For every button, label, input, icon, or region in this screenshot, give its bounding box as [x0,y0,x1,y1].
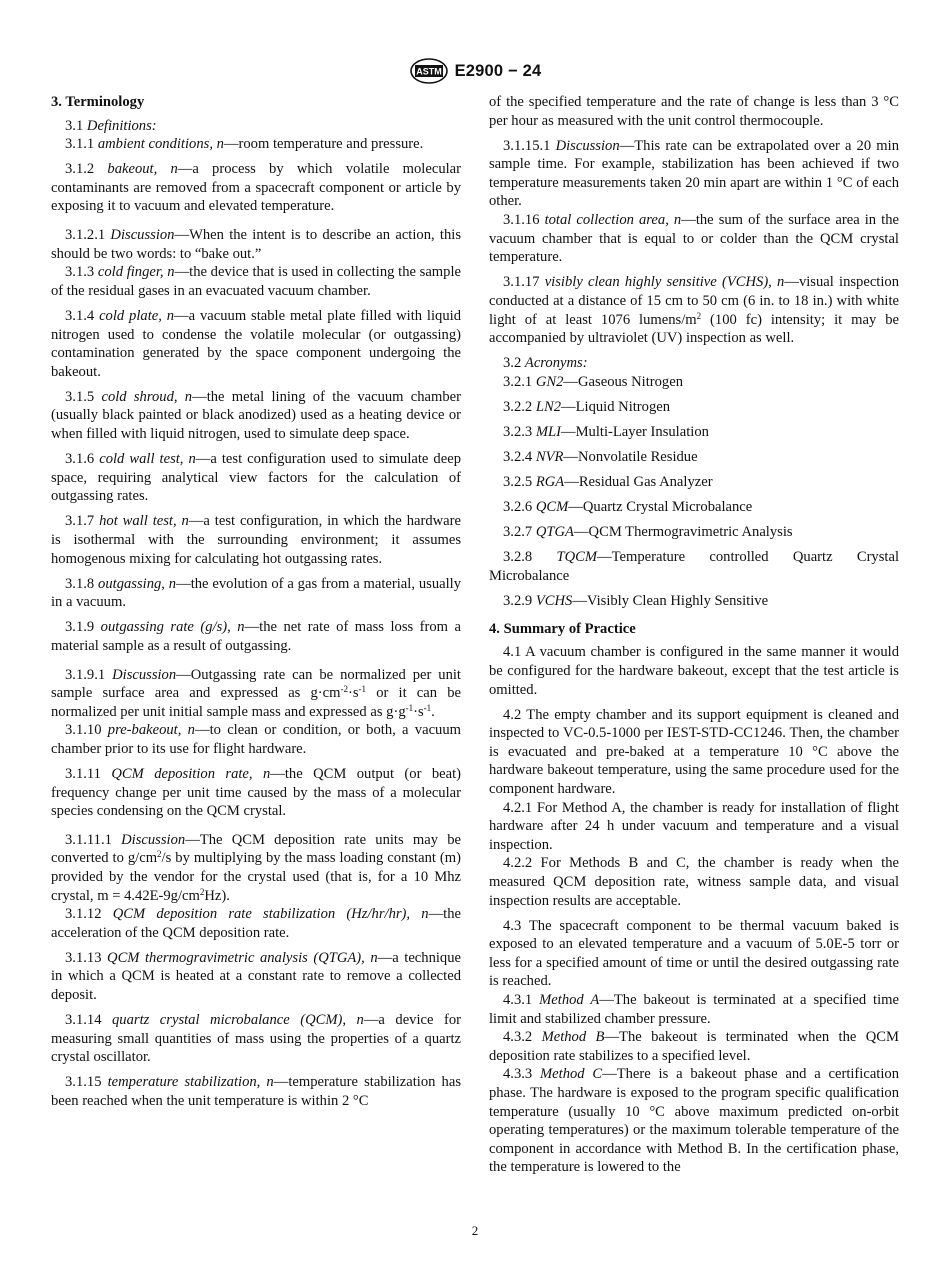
section-4-title: 4. Summary of Practice [489,620,636,637]
section-3-title: 3. Terminology [51,94,145,110]
page-number: 2 [471,1223,479,1238]
para-3-1-2-1: 3.1.2.1 Discussion—When the intent is to describe an action, this should be two words: to “bake out.” [51,227,462,262]
left-column [51,93,461,1111]
para-3-1-15: 3.1.15 temperature stabilization, n—temperature stabilization has been reached when the unit temperature is within 2 °C [51,1074,461,1109]
right-column [489,93,899,1177]
astm-logo-icon [409,56,449,86]
para-3-1-4: 3.1.4 cold plate, n—a vacuum stable metal plate filled with liquid nitrogen used to condense the volatile molecular (or outgassing) contamination generated by the space component undergoing the bakeout. [51,307,461,380]
para-4-1: 4.1 A vacuum chamber is configured in the same manner it would be configured for the hardware bakeout, except that the test article is omitted. [489,644,900,698]
para-3-1-15-1: 3.1.15.1 Discussion—This rate can be extrapolated over a 20 min sample time. For example, stabilization has been achieved if two temperature measurements taken 20 min apart are within 1 °C of each other. [489,137,899,210]
para-3-1-1: 3.1.1 ambient conditions, n—room temperature and pressure. [65,136,424,153]
acronym-item: 3.2.9 VCHS—Visibly Clean Highly Sensitive [503,593,769,610]
para-3-1-7: 3.1.7 hot wall test, n—a test configuration, in which the hardware is isothermal with the surrounding environment; it assumes homogenous mixing for calculating hot outgassing rates. [51,513,461,567]
page-header [0,56,950,86]
para-3-1-8: 3.1.8 outgassing, n—the evolution of a gas from a material, usually in a vacuum. [51,575,461,611]
acronym-item: 3.2.2 LN2—Liquid Nitrogen [503,398,671,415]
acronym-item: 3.2.5 RGA—Residual Gas Analyzer [503,474,713,491]
para-4-2-1: 4.2.1 For Method A, the chamber is ready for installation of flight hardware after 24 h under vacuum and temperature and a visual inspection. [489,799,899,853]
para-4-2: 4.2 The empty chamber and its support equipment is cleaned and inspected to VC-0.5-1000 per IEST-STD-CC1246. Then, the chamber is evacuated and pre-baked at a temperature 10 °C above the hardware bakeout temperature, using the same procedure used for the component hardware. [489,706,899,797]
para-4-3: 4.3 The spacecraft component to be thermal vacuum baked is exposed to an elevated temperature and a vacuum of 5.0E-5 torr or less for a specified amount of time or until the desired outgassing rate is reached. [489,917,899,990]
acronym-item: 3.2.8 TQCM—Temperature controlled Quartz Crystal Microbalance [489,549,899,585]
para-4-3-2: 4.3.2 Method B—The bakeout is terminated when the QCM deposition rate stabilizes to a specified level. [489,1029,899,1064]
acronym-item: 3.2.7 QTGA—QCM Thermogravimetric Analysis [503,524,793,541]
para-3-1-9-1: 3.1.9.1 Discussion—Outgassing rate can be normalized per unit sample surface area and expressed as $g\cdot cm^{-2}\cdot s^{-1}$ or it can be normalized per unit initial sample mass and expressed as $g\cdot g^{-1}\cdot s^{-1}$. [51,666,461,720]
para-3-1-12: 3.1.12 QCM deposition rate stabilization (Hz/hr/hr), n—the acceleration of the QCM deposition rate. [51,906,461,941]
para-3-1-3: 3.1.3 cold finger, n—the device that is used in collecting the sample of the residual gases in an evacuated vacuum chamber. [51,264,461,299]
para-3-1-5: 3.1.5 cold shroud, n—the metal lining of the vacuum chamber (usually black painted or black anodized) used as a heating device or when filled with liquid nitrogen, used to simulate deep space. [51,388,462,442]
para-3-1-2: 3.1.2 bakeout, n—a process by which volatile molecular contaminants are removed from a spacecraft component or article by exposing it to vacuum and elevated temperature. [51,161,462,215]
para-3-2: 3.2 Acronyms: [503,355,588,372]
para-4-2-2: 4.2.2 For Methods B and C, the chamber is ready when the measured QCM deposition rate, witness sample data, and visual inspection results are acceptable. [489,855,900,909]
acronym-item: 3.2.1 GN2—Gaseous Nitrogen [503,373,683,390]
para-3-1-9: 3.1.9 outgassing rate (g/s), n—the net rate of mass loss from a material sample as a result of outgassing. [51,619,461,654]
para-3-1-15-continued: of the specified temperature and the rate of change is less than 3 °C per hour as measured with the unit control thermocouple. [489,94,899,129]
para-3-1-13: 3.1.13 QCM thermogravimetric analysis (QTGA), n—a technique in which a QCM is heated at a constant rate to remove a collected deposit. [51,949,461,1004]
acronym-list [489,373,899,611]
para-3-1-6: 3.1.6 cold wall test, n—a test configuration used to simulate deep space, requiring analytical view factors for the calculation of outgassing rates. [51,451,461,505]
acronym-item: 3.2.4 NVR—Nonvolatile Residue [503,449,698,466]
para-3-1-11: 3.1.11 QCM deposition rate, n—the QCM output (or beat) frequency change per unit time caused by the mass of a molecular species condensing on the QCM crystal. [51,766,461,820]
para-3-1: 3.1 Definitions: [65,117,157,134]
acronym-item: 3.2.6 QCM—Quartz Crystal Microbalance [503,499,753,516]
acronym-item: 3.2.3 MLI—Multi-Layer Insulation [503,424,709,440]
para-3-1-11-1: 3.1.11.1 Discussion—The QCM deposition rate units may be converted to $g/cm^2/s$ by multiplying by the mass loading constant (m) provided by the vendor for the crystal used (that is, for a 10 Mhz crystal, $m = 4.42E-9g/cm^2Hz$). [51,831,461,904]
para-3-1-16: 3.1.16 total collection area, n—the sum of the surface area in the vacuum chamber that is equal to or colder than the QCM crystal temperature. [489,212,899,266]
para-3-1-10: 3.1.10 pre-bakeout, n—to clean or condition, or both, a vacuum chamber prior to its use for flight hardware. [51,722,462,757]
astm-logo-text: ASTM [415,66,442,77]
para-4-3-3: 4.3.3 Method C—There is a bakeout phase and a certification phase. The hardware is exposed to the program specific qualification temperature (usually 10 °C above maximum predicted on-orbit operating temperatures) or the maximum tolerable temperature of the component in accordance with Method B. In the certification phase, the temperature is lowered to the [489,1066,900,1176]
para-3-1-17: 3.1.17 visibly clean highly sensitive (VCHS), n—visual inspection conducted at a distance of 15 cm to 50 cm (6 in. to 18 in.) with white light of at least 1076 lumens/$m^2$ (100 fc) intensity; it may be accompanied by ultraviolet (UV) inspection as well. [489,274,900,347]
para-3-1-14: 3.1.14 quartz crystal microbalance (QCM), n—a device for measuring small quantities of mass using the properties of a quartz crystal oscillator. [51,1012,461,1066]
para-4-3-1: 4.3.1 Method A—The bakeout is terminated at a specified time limit and stabilized chamber pressure. [489,992,899,1027]
document-id: E2900 − 24 [454,61,542,80]
